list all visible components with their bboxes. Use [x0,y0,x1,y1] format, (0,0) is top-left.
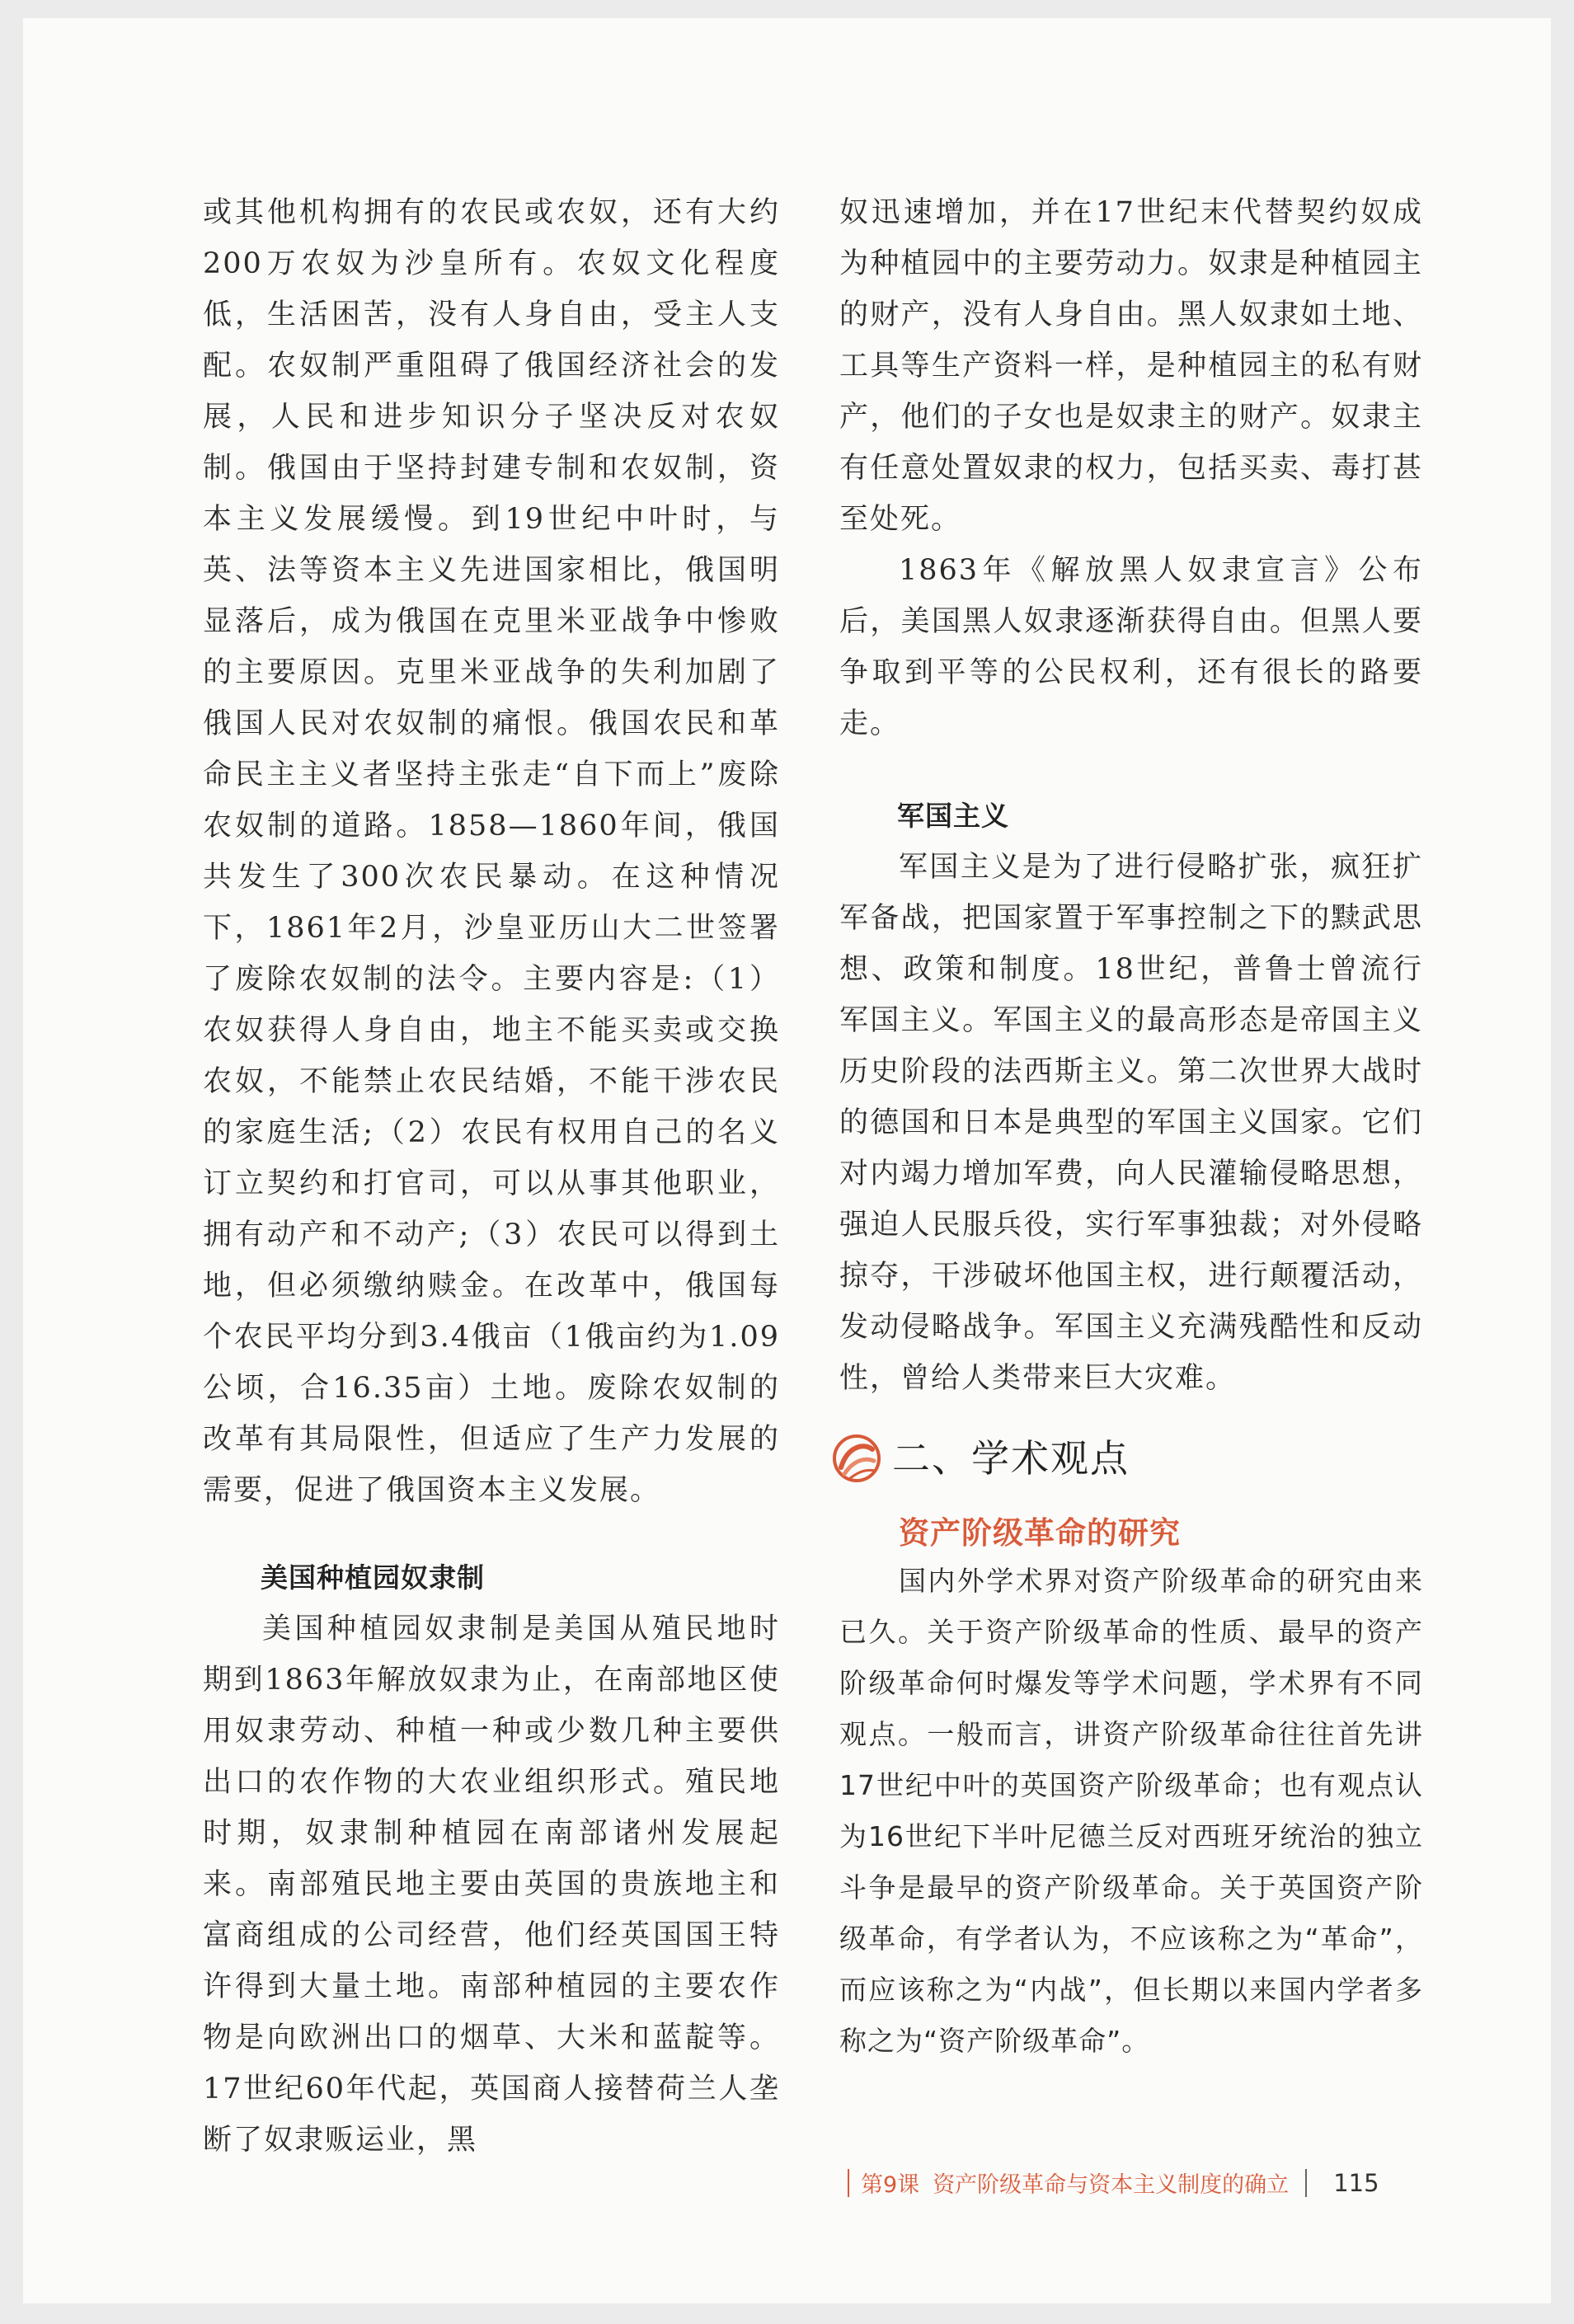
heading-militarism: 军国主义 [897,800,1009,832]
page-number: 115 [1333,2168,1379,2197]
paragraph-militarism: 军国主义是为了进行侵略扩张，疯狂扩军备战，把国家置于军事控制之下的黩武思想、政策和制度。18世纪，普鲁士曾流行军国主义。军国主义的最高形态是帝国主义历史阶段的法西斯主义。第二次世界大战时的德国和日本是典型的军国主义国家。它们对内竭力增加军费，向人民灌输侵略思想，强迫人民服兵役，实行军事独裁；对外侵略掠夺，干涉破坏他国主权，进行颠覆活动，发动侵略战争。军国主义充满残酷性和反动性，曾给人类带来巨大灾难。 [839,851,1423,1395]
footer-lesson-title: 资产阶级革命与资本主义制度的确立 [933,2172,1290,2198]
swirl-section-icon [829,1431,884,1486]
right-column [839,187,1423,2067]
footer-divider-right [1305,2169,1307,2197]
paragraph-plantation-slavery: 美国种植园奴隶制是美国从殖民地时期到1863年解放奴隶为止，在南部地区使用奴隶劳动、种植一种或少数几种主要供出口的农作物的大农业组织形式。殖民地时期，奴隶制种植园在南部诸州发展起来。南部殖民地主要由英国的贵族地主和富商组成的公司经营，他们经英国国王特许得到大量土地。南部种植园的主要农作物是向欧洲出口的烟草、大米和蓝靛等。17世纪60年代起，英国商人接替荷兰人垄断了奴隶贩运业，黑 [203,1613,780,2157]
paragraph-emancipation: 1863年《解放黑人奴隶宣言》公布后，美国黑人奴隶逐渐获得自由。但黑人要争取到平等的公民权利，还有很长的路要走。 [839,554,1423,740]
paragraph-revolution-research: 国内外学术界对资产阶级革命的研究由来已久。关于资产阶级革命的性质、最早的资产阶级革命何时爆发等学术问题，学术界有不同观点。一般而言，讲资产阶级革命往往首先讲17世纪中叶的英国资产阶级革命；也有观点认为16世纪下半叶尼德兰反对西班牙统治的独立斗争是最早的资产阶级革命。关于英国资产阶级革命，有学者认为，不应该称之为“革命”，而应该称之为“内战”，但长期以来国内学者多称之为“资产阶级革命”。 [839,1565,1423,2057]
paragraph-serfdom: 或其他机构拥有的农民或农奴，还有大约200万农奴为沙皇所有。农奴文化程度低，生活困苦，没有人身自由，受主人支配。农奴制严重阻碍了俄国经济社会的发展，人民和进步知识分子坚决反对农奴制。俄国由于坚持封建专制和农奴制，资本主义发展缓慢。到19世纪中叶时，与英、法等资本主义先进国家相比，俄国明显落后，成为俄国在克里米亚战争中惨败的主要原因。克里米亚战争的失利加剧了俄国人民对农奴制的痛恨。俄国农民和革命民主主义者坚持主张走“自下而上”废除农奴制的道路。1858—1860年间，俄国共发生了300次农民暴动。在这种情况下，1861年2月，沙皇亚历山大二世签署了废除农奴制的法令。主要内容是:（1）农奴获得人身自由，地主不能买卖或交换农奴，不能禁止农民结婚，不能干涉农民的家庭生活;（2）农民有权用自己的名义订立契约和打官司，可以从事其他职业，拥有动产和不动产;（3）农民可以得到土地，但必须缴纳赎金。在改革中，俄国每个农民平均分到3.4俄亩（1俄亩约为1.09公顷，合16.35亩）土地。废除农奴制的改革有其局限性，但适应了生产力发展的需要，促进了俄国资本主义发展。 [203,196,780,1507]
left-column [203,187,780,2166]
page-footer [848,2167,1441,2199]
section-title: 二、学术观点 [892,1436,1130,1481]
footer-divider-left [848,2169,849,2197]
paragraph-slavery-continued: 奴迅速增加，并在17世纪末代替契约奴成为种植园中的主要劳动力。奴隶是种植园主的财产，没有人身自由。黑人奴隶如土地、工具等生产资料一样，是种植园主的私有财产，他们的子女也是奴隶主的财产。奴隶主有任意处置奴隶的权力，包括买卖、毒打甚至处死。 [839,196,1423,536]
page [23,18,1551,2303]
heading-plantation-slavery: 美国种植园奴隶制 [261,1561,485,1594]
section-header-academic-views [829,1425,1423,1491]
subsection-title: 资产阶级革命的研究 [899,1514,1181,1551]
footer-lesson-number: 第9课 [861,2172,920,2198]
